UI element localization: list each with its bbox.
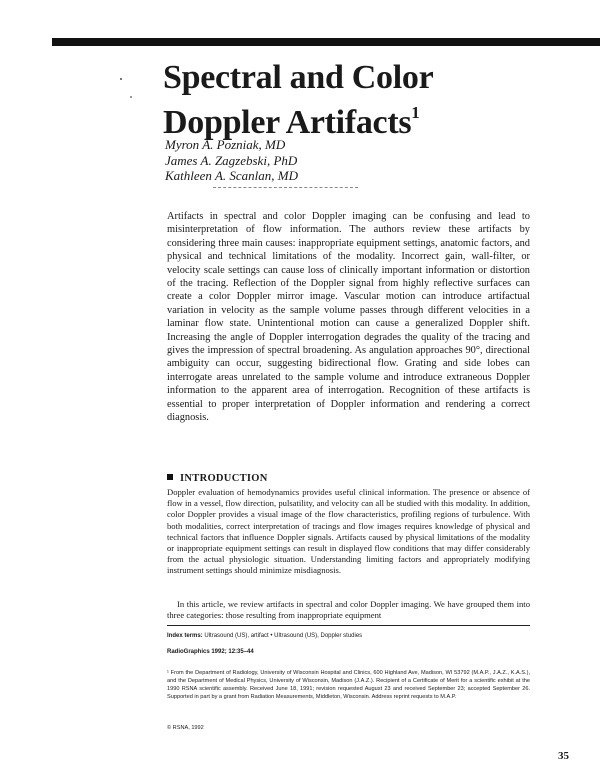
introduction-paragraph: Doppler evaluation of hemodynamics provides useful clinical information. The presence or absence of flow in a vessel, flow direction, pulsatility, and velocity can all be studied with this modality. In addition, color Doppler provides a visual image of the flow characteristics, profiling regions of turbulence. With both modalities, correct interpretation of tracings and flow images requires knowledge of physical and technical factors that influence Doppler signals. Artifacts caused by physical limitations of the modality or inappropriate equipment settings can result in displayed flow conditions that may differ considerably from the actual physiologic situation. Understanding limiting factors and appropriately modifying instrument settings should minimize misdiagnosis.	[167, 487, 530, 576]
index-terms	[167, 632, 530, 640]
author-name: James A. Zagzebski, PhD	[165, 152, 298, 168]
author-affiliation-footnote: ¹ From the Department of Radiology, University of Wisconsin Hospital and Clinics, 600 Highland Ave, Madison, WI 53792 (M.A.P., J.A.Z., K.A.S.), and the Department of Medical Physics, University of Wisconsin, Madison (J.A.Z.). Recipient of a Certificate of Merit for a scientific exhibit at the 1990 RSNA scientific assembly. Received June 18, 1991; revision requested August 23 and received September 23; accepted September 26. Supported in part by a grant from Radiation Measurements, Middleton, Wisconsin. Address reprint requests to M.A.P.	[167, 670, 530, 700]
title-footnote-mark: 1	[411, 103, 420, 122]
title-line-2: Doppler Artifacts	[163, 104, 412, 141]
margin-speck	[130, 96, 132, 98]
author-list	[165, 137, 298, 184]
author-name: Myron A. Pozniak, MD	[165, 137, 286, 152]
section-heading-introduction	[167, 473, 268, 484]
index-terms-label: Index terms:	[167, 633, 203, 639]
page-number: 35	[558, 750, 569, 762]
title-line-1: Spectral and Color	[163, 59, 434, 96]
footnote-rule	[167, 625, 530, 626]
journal-citation: RadioGraphics 1992; 12:35–44	[167, 649, 254, 655]
author-name: Kathleen A. Scanlan, MD	[165, 168, 298, 183]
section-heading-label: INTRODUCTION	[180, 473, 268, 484]
index-terms-value: Ultrasound (US), artifact • Ultrasound (US), Doppler studies	[204, 633, 363, 639]
top-header-rule	[52, 38, 600, 46]
introduction-paragraph: In this article, we review artifacts in spectral and color Doppler imaging. We have grouped them into three categories: those resulting from inappropriate equipment	[167, 599, 530, 621]
divider-rule	[213, 187, 358, 188]
square-bullet-icon	[167, 474, 173, 480]
copyright-notice: © RSNA, 1992	[167, 725, 204, 731]
margin-speck	[120, 78, 122, 80]
article-title	[163, 60, 583, 140]
abstract-text: Artifacts in spectral and color Doppler imaging can be confusing and lead to misinterpretation of flow information. The authors review these artifacts by considering three main causes: inappropriate equipment settings, anatomic factors, and physical and technical limitations of the modality. Incorrect gain, wall-filter, or velocity scale settings can cause loss of clinically important information or distortion of the tracing. Reflection of the Doppler signal from highly reflective surfaces can create a color Doppler mirror image. Vascular motion can introduce artifactual variation in velocity as the sample volume passes through different velocities in a laminar flow state. Unintentional motion can cause a generalized Doppler shift. Increasing the angle of Doppler interrogation degrades the quality of the tracing and gives the impression of spectral broadening. As angulation approaches 90°, directional ambiguity can occur, suggesting bidirectional flow. Grating and side lobes can interrogate areas unrelated to the sample volume and introduce extraneous Doppler information to the apparent area of interrogation. Recognition of these artifacts is essential to proper interpretation of Doppler information and rendering a correct diagnosis.	[167, 211, 530, 424]
